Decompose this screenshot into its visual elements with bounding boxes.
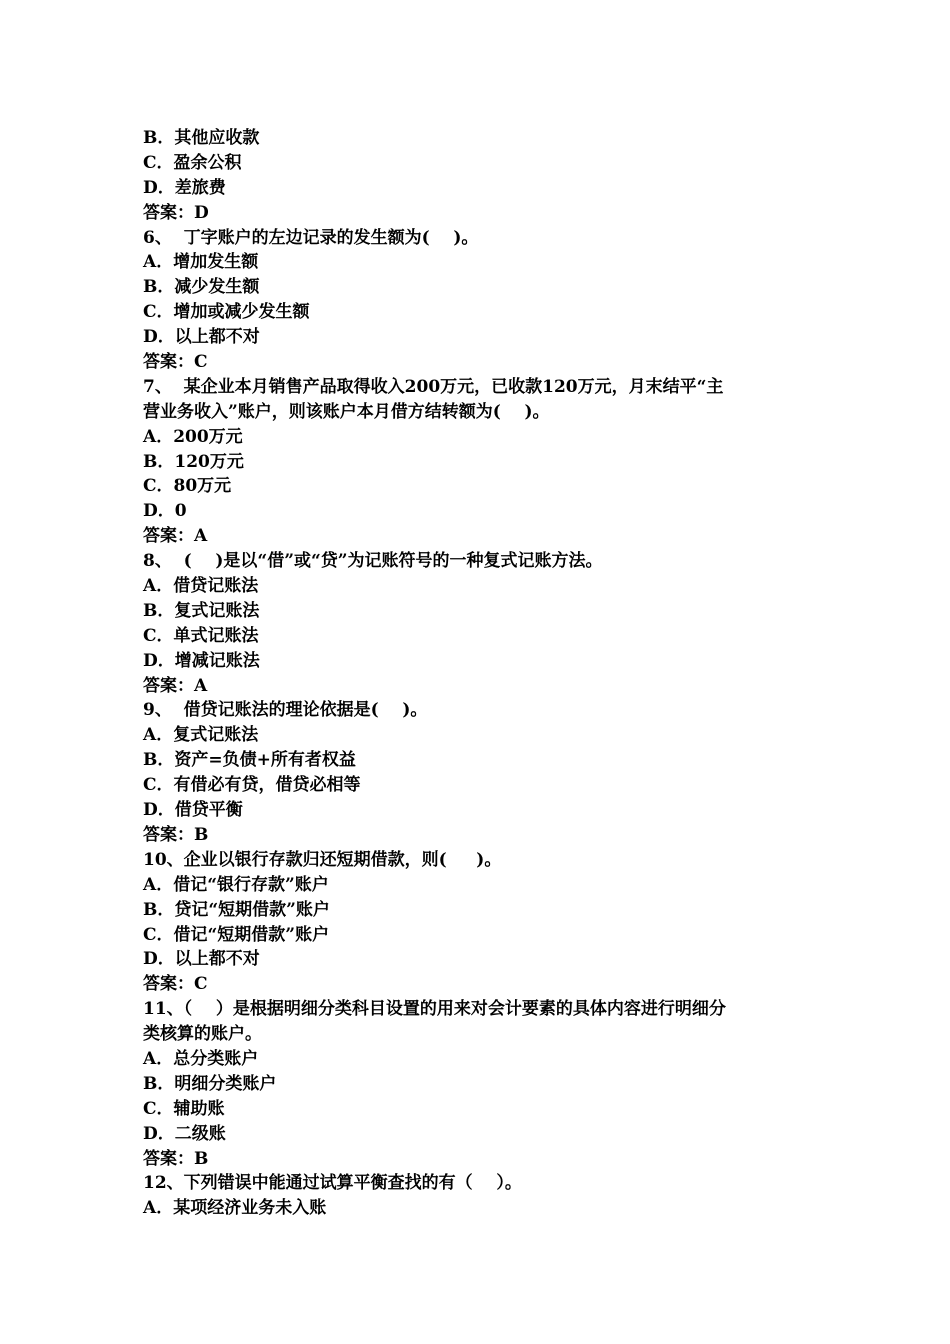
option-line: A．增加发生额 [143, 252, 259, 273]
question-line: 6、 丁字账户的左边记录的发生额为( )。 [143, 227, 479, 248]
option-line: C．单式记账法 [143, 625, 259, 646]
answer-line: 答案：D [143, 202, 209, 223]
option-line: D．以上都不对 [143, 327, 260, 348]
option-line: A．某项经济业务未入账 [143, 1198, 327, 1219]
question-line: 12、下列错误中能通过试算平衡查找的有（ ）。 [143, 1173, 522, 1194]
option-line: C．借记“短期借款”账户 [143, 924, 330, 945]
option-line: D．增减记账法 [143, 650, 260, 671]
answer-line: 答案：B [143, 1148, 209, 1169]
option-line: B．复式记账法 [143, 600, 260, 621]
option-line: B．贷记“短期借款”账户 [143, 899, 330, 920]
option-line: A．借记“银行存款”账户 [143, 874, 329, 895]
option-line: D．以上都不对 [143, 949, 260, 970]
document-page [143, 126, 823, 1221]
answer-line: 答案：A [143, 675, 208, 696]
question-line: 9、 借贷记账法的理论依据是( )。 [143, 700, 428, 721]
option-line: C．增加或减少发生额 [143, 302, 310, 323]
answer-line: 答案：C [143, 352, 208, 373]
option-line: D．0 [143, 501, 187, 522]
option-line: C．盈余公积 [143, 152, 242, 173]
option-line: C．有借必有贷，借贷必相等 [143, 775, 361, 796]
option-line: A．200万元 [143, 426, 243, 447]
option-line: C．辅助账 [143, 1098, 225, 1119]
question-line: 8、 ( )是以“借”或“贷”为记账符号的一种复式记账方法。 [143, 551, 603, 572]
question-line: 11、（ ）是根据明细分类科目设置的用来对会计要素的具体内容进行明细分 [143, 999, 726, 1020]
option-line: B．120万元 [143, 451, 244, 472]
option-line: A．总分类账户 [143, 1048, 259, 1069]
question-line: 7、 某企业本月销售产品取得收入200万元，已收款120万元，月末结平“主 [143, 376, 724, 397]
answer-line: 答案：B [143, 824, 209, 845]
question-line-continued: 类核算的账户。 [143, 1024, 262, 1045]
option-line: B．其他应收款 [143, 128, 260, 148]
option-line: A．复式记账法 [143, 725, 259, 746]
question-line-continued: 营业务收入”账户，则该账户本月借方结转额为( )。 [143, 401, 550, 422]
option-line: A．借贷记账法 [143, 576, 259, 597]
option-line: B．资产=负债+所有者权益 [143, 750, 356, 771]
option-line: C．80万元 [143, 476, 232, 497]
answer-line: 答案：A [143, 526, 208, 547]
option-line: B．减少发生额 [143, 277, 260, 298]
option-line: D．二级账 [143, 1123, 226, 1144]
option-line: B．明细分类账户 [143, 1073, 277, 1094]
option-line: D．借贷平衡 [143, 800, 243, 821]
question-line: 10、企业以银行存款归还短期借款，则( )。 [143, 849, 502, 870]
answer-line: 答案：C [143, 974, 208, 995]
option-line: D．差旅费 [143, 177, 226, 198]
